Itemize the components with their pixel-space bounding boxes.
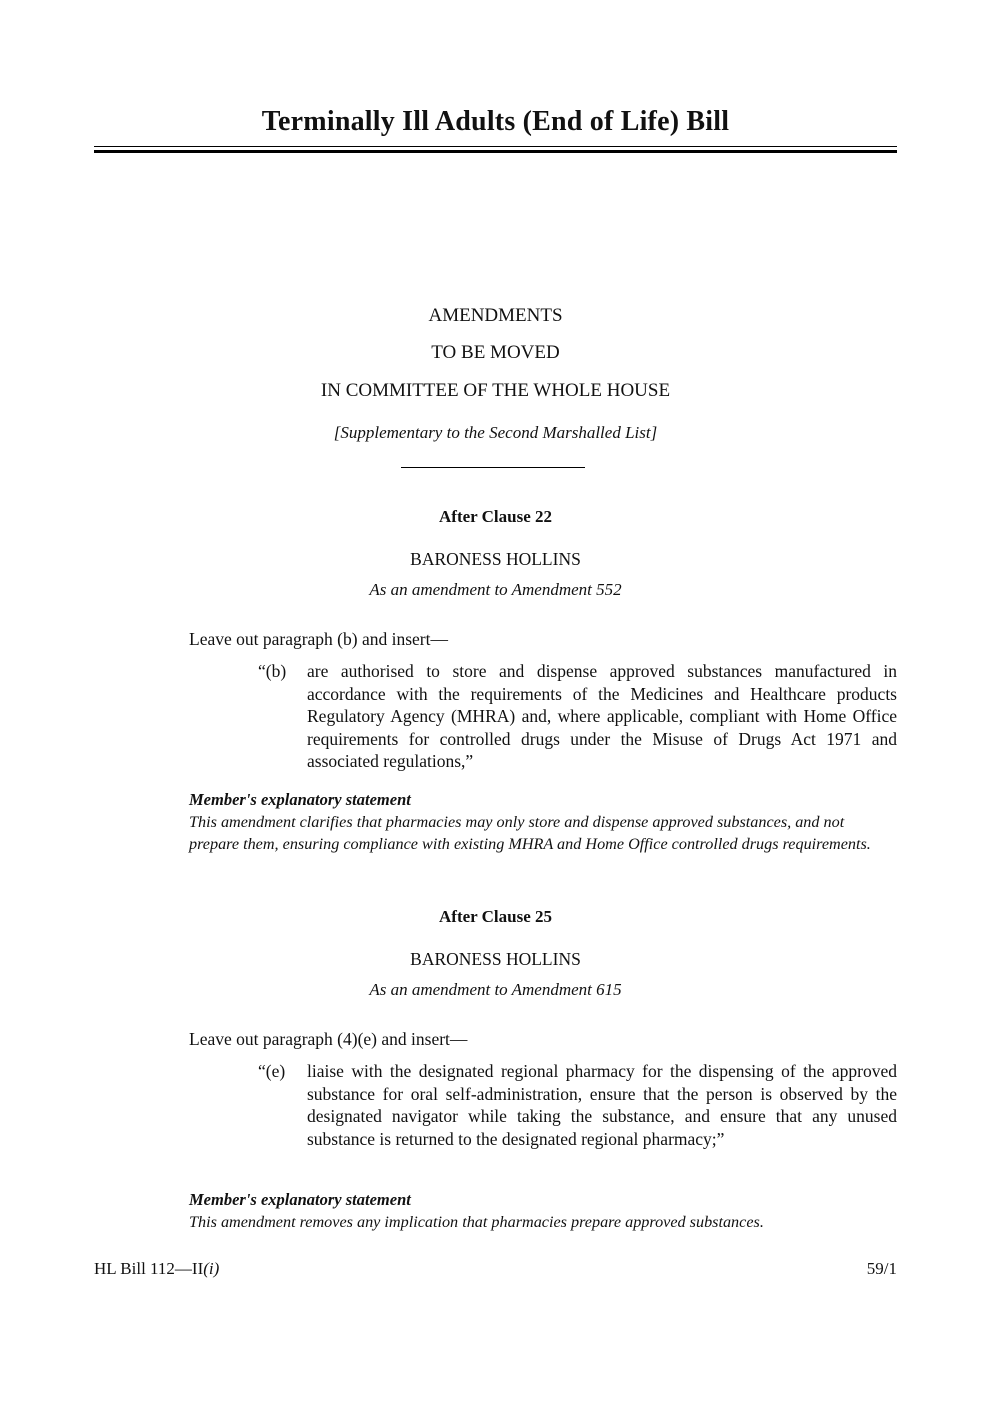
clause-heading: After Clause 22	[439, 507, 552, 526]
bill-title: Terminally Ill Adults (End of Life) Bill	[261, 106, 730, 137]
statement-text: This amendment removes any implication that pharmacies prepare approved substances.	[189, 1213, 764, 1231]
amendment-instruction: Leave out paragraph (b) and insert—	[189, 629, 448, 649]
heading-to-be-moved: TO BE MOVED	[431, 342, 560, 363]
separator-rule	[401, 467, 585, 468]
title-rule-thick	[94, 150, 897, 153]
bill-ref-suffix: (i)	[203, 1259, 220, 1278]
item-label: “(b)	[258, 661, 287, 681]
amendment-instruction: Leave out paragraph (4)(e) and insert—	[189, 1029, 468, 1049]
item-label: “(e)	[258, 1061, 286, 1081]
statement-heading: Member's explanatory statement	[189, 790, 411, 809]
heading-amendments: AMENDMENTS	[428, 305, 563, 326]
subheading: [Supplementary to the Second Marshalled List]	[333, 423, 658, 442]
statement-text: This amendment clarifies that pharmacies may only store and dispense approved substances, and not prepare them, ensuring compliance with existing MHRA and Home Office controlled drugs requirements.	[189, 813, 871, 853]
page-reference: 59/1	[866, 1259, 897, 1278]
member-name: BARONESS HOLLINS	[410, 549, 581, 569]
statement-heading: Member's explanatory statement	[189, 1190, 411, 1209]
item-text: liaise with the designated regional pharmacy for the dispensing of the approved substance for oral self-administration, ensure that the person is observed by the designated navigator while taking the substance, and ensure that any unused substance is returned to the designated regional pharmacy;”	[307, 1061, 897, 1149]
bill-reference	[94, 1259, 219, 1279]
amendment-ref: As an amendment to Amendment 615	[369, 980, 622, 999]
item-text: are authorised to store and dispense approved substances manufactured in accordance with the requirements of the Medicines and Healthcare products Regulatory Agency (MHRA) and, where applicable, compliant with Home Office requirements for controlled drugs under the Misuse of Drugs Act 1971 and associated regulations,”	[307, 661, 897, 771]
member-name: BARONESS HOLLINS	[410, 949, 581, 969]
bill-ref-prefix: HL Bill 112—II	[94, 1259, 204, 1278]
title-rule-thin	[94, 146, 897, 147]
heading-committee: IN COMMITTEE OF THE WHOLE HOUSE	[320, 380, 671, 401]
amendment-ref: As an amendment to Amendment 552	[369, 580, 622, 599]
clause-heading: After Clause 25	[439, 907, 552, 926]
